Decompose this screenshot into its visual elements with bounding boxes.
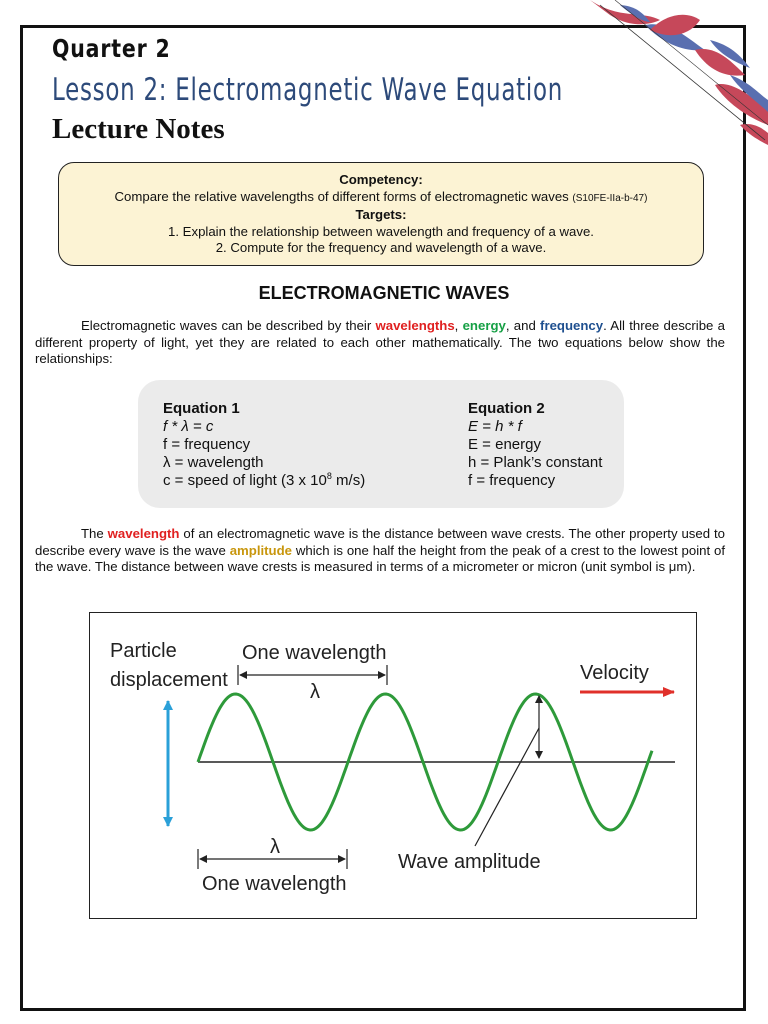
competency-label: Competency: (339, 172, 423, 187)
page-subtitle: Lecture Notes (52, 113, 225, 145)
wave-diagram (89, 612, 697, 919)
helix-ribbon-decoration (590, 0, 768, 145)
intro-text: Electromagnetic waves can be described by their (81, 318, 376, 333)
equation-1-def: λ = wavelength (163, 454, 264, 471)
equation-2-def: f = frequency (468, 472, 556, 489)
equations-box (138, 380, 624, 508)
competency-text: Compare the relative wavelengths of different forms of electromagnetic waves (114, 188, 569, 204)
competency-box (58, 162, 704, 266)
paragraph-text: The (81, 526, 108, 541)
unit-text: m/s) (331, 472, 366, 489)
equation-2 (468, 400, 602, 490)
wavelength-paragraph (35, 526, 725, 576)
term-wavelength: wavelength (107, 526, 180, 541)
amplitude-label: Wave amplitude (398, 851, 541, 873)
equation-2-def: E = energy (468, 436, 541, 453)
exponent: 8 (326, 471, 332, 481)
term-energy: energy (462, 318, 506, 333)
term-amplitude: amplitude (229, 542, 292, 558)
equation-2-formula: E = h * f (468, 418, 522, 435)
equation-1-formula: f * λ = c (163, 418, 214, 435)
equation-1-title: Equation 1 (163, 400, 240, 417)
quarter-label: Quarter 2 (52, 34, 171, 63)
lesson-title: Lesson 2: Electromagnetic Wave Equation (52, 72, 564, 108)
wave-diagram-svg (90, 613, 696, 918)
velocity-label: Velocity (580, 662, 649, 684)
equation-1-def (163, 472, 365, 490)
top-wavelength-label: One wavelength (242, 642, 387, 664)
term-wavelengths: wavelengths (375, 318, 455, 333)
equation-1-def: f = frequency (163, 436, 251, 453)
equation-2-title: Equation 2 (468, 400, 545, 417)
speed-of-light-text: c = speed of light (3 x 10 (163, 472, 327, 489)
paragraph-text: which is one half the height from the peak of a crest to the lowest point of the wave. The distance between wave crests is measured in terms of a micrometer or micron (unit symbol is μm). (35, 542, 725, 574)
separator: , (454, 318, 463, 333)
amplitude-pointer (475, 728, 539, 846)
target-item-2: 2. Compute for the frequency and wavelength of a wave. (215, 240, 547, 255)
lambda-bottom: λ (270, 836, 280, 858)
bottom-wavelength-label: One wavelength (202, 873, 347, 895)
equation-1 (163, 400, 365, 490)
paragraph-text: of an electromagnetic wave is the distance between wave crests. The other property used to describe every wave is the wave (35, 526, 726, 558)
particle-label-1: Particle (110, 640, 177, 662)
section-heading: ELECTROMAGNETIC WAVES (258, 283, 510, 303)
equation-2-def: h = Plank’s constant (468, 454, 603, 471)
competency-code: (S10FE-IIa-b-47) (572, 192, 648, 204)
term-frequency: frequency (540, 318, 604, 333)
separator: , and (505, 318, 541, 333)
targets-label: Targets: (355, 207, 407, 222)
target-item-1: 1. Explain the relationship between wavelength and frequency of a wave. (168, 223, 594, 239)
particle-label-2: displacement (110, 669, 228, 691)
competency-text-line (59, 189, 703, 208)
intro-text-rest: . All three describe a different property of light, yet they are related to each other mathematically. The two equations below show the relationships: (35, 318, 725, 366)
lambda-top: λ (310, 681, 320, 703)
intro-paragraph (35, 318, 725, 368)
